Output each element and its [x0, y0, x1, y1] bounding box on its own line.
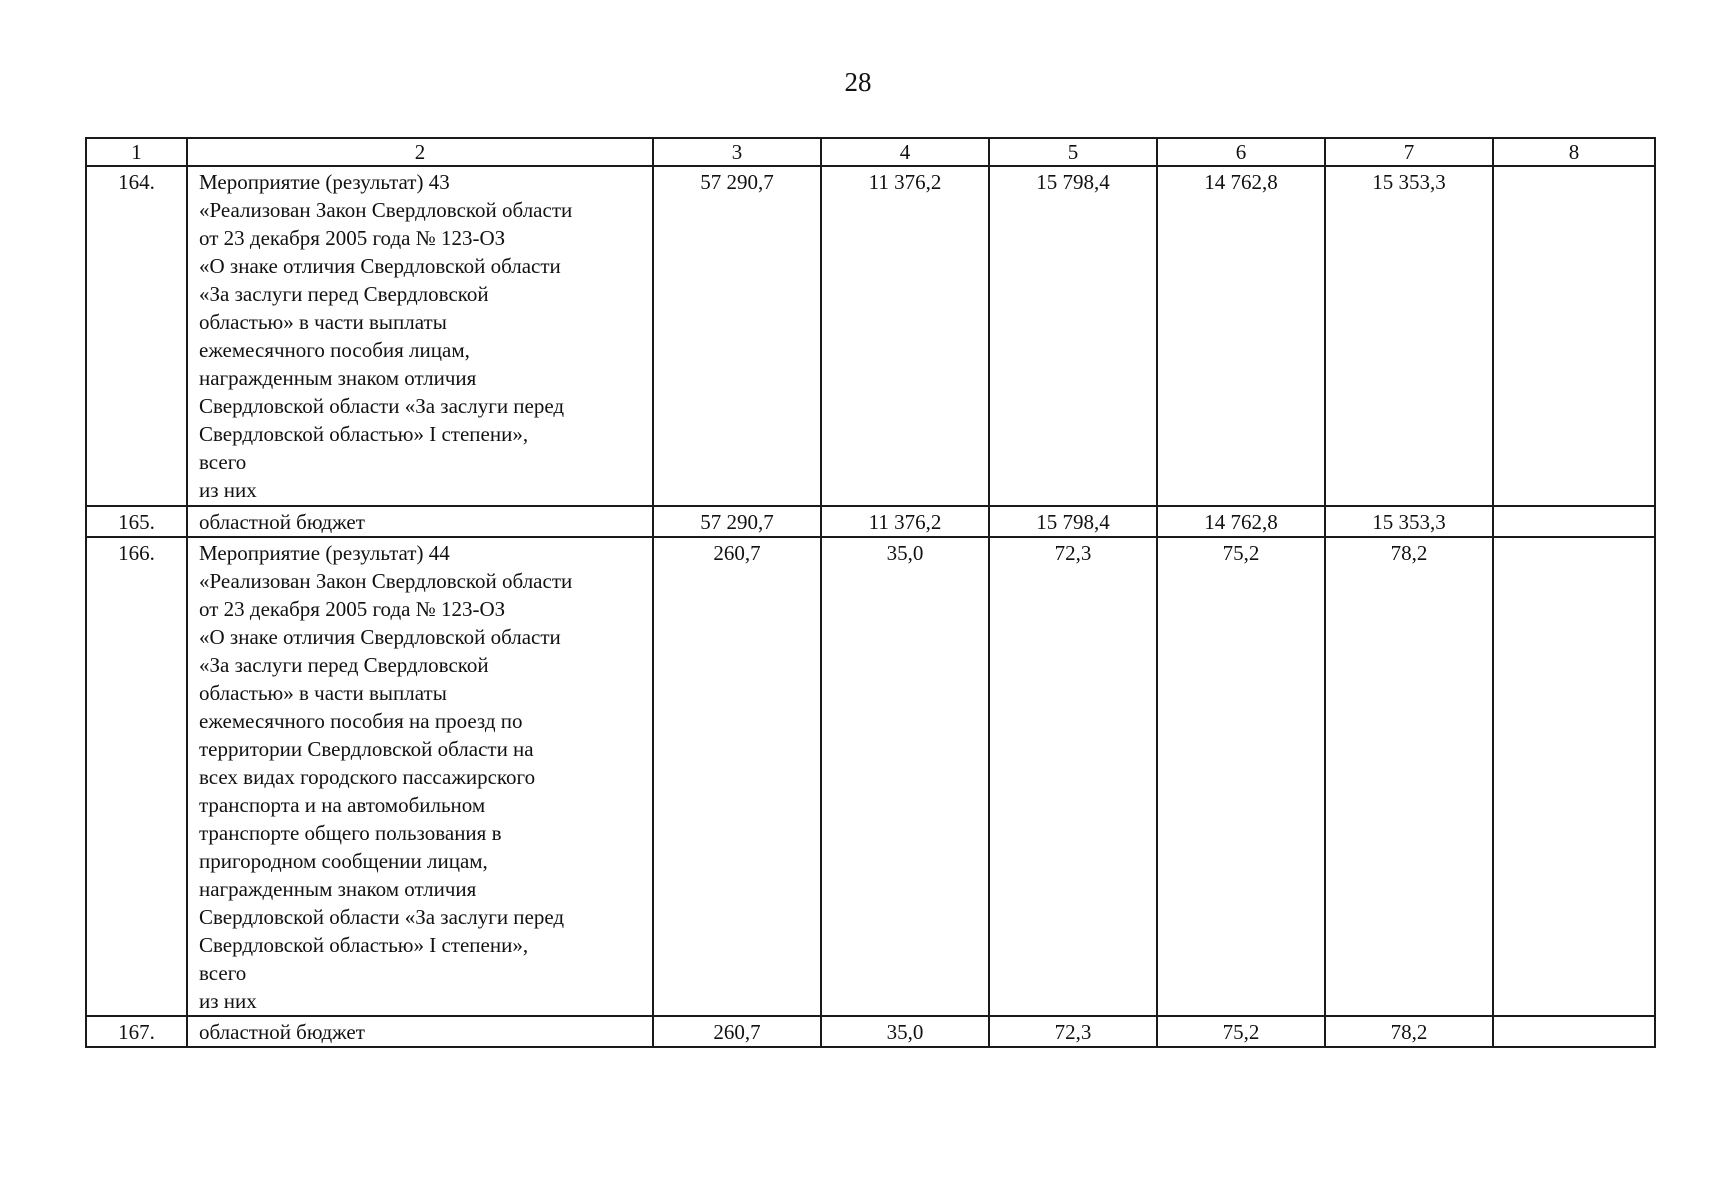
description-line: Мероприятие (результат) 43: [199, 170, 450, 194]
value-cell: 72,3: [989, 1016, 1157, 1047]
description-line: «Реализован Закон Свердловской области: [199, 569, 573, 593]
row-number: 167.: [86, 1016, 187, 1047]
row-description: областной бюджет: [187, 506, 653, 537]
column-header: 3: [653, 138, 821, 166]
value-cell: 35,0: [821, 1016, 989, 1047]
value-cell: 57 290,7: [653, 166, 821, 506]
description-line: транспорте общего пользования в: [199, 821, 502, 845]
column-header: 4: [821, 138, 989, 166]
row-description: областной бюджет: [187, 1016, 653, 1047]
budget-table: [85, 137, 1656, 1048]
description-line: от 23 декабря 2005 года № 123-ОЗ: [199, 597, 506, 621]
row-number: 164.: [86, 166, 187, 506]
value-cell: [1493, 1016, 1655, 1047]
table-row: [86, 506, 1655, 537]
value-cell: [1493, 537, 1655, 1016]
description-line: «Реализован Закон Свердловской области: [199, 198, 573, 222]
value-cell: [1493, 166, 1655, 506]
description-line: «За заслуги перед Свердловской: [199, 653, 489, 677]
value-cell: 35,0: [821, 537, 989, 1016]
description-line: Свердловской области «За заслуги перед: [199, 905, 565, 929]
value-cell: 11 376,2: [821, 166, 989, 506]
column-header: 7: [1325, 138, 1493, 166]
description-line: Свердловской области «За заслуги перед: [199, 394, 565, 418]
description-line: Свердловской областью» I степени»,: [199, 422, 529, 446]
description-line: транспорта и на автомобильном: [199, 793, 486, 817]
row-description: [187, 537, 653, 1016]
row-number: 165.: [86, 506, 187, 537]
column-header: 6: [1157, 138, 1325, 166]
column-number-row: [86, 138, 1655, 166]
description-line: награжденным знаком отличия: [199, 366, 477, 390]
value-cell: [1493, 506, 1655, 537]
column-header: 1: [86, 138, 187, 166]
description-line: ежемесячного пособия лицам,: [199, 338, 470, 362]
value-cell: 78,2: [1325, 537, 1493, 1016]
value-cell: 260,7: [653, 537, 821, 1016]
description-line: Мероприятие (результат) 44: [199, 541, 450, 565]
description-line: всех видах городского пассажирского: [199, 765, 536, 789]
description-line: ежемесячного пособия на проезд по: [199, 709, 523, 733]
row-number: 166.: [86, 537, 187, 1016]
column-header: 5: [989, 138, 1157, 166]
value-cell: 72,3: [989, 537, 1157, 1016]
column-header: 2: [187, 138, 653, 166]
table-row: [86, 537, 1655, 1016]
description-line: «О знаке отличия Свердловской области: [199, 625, 561, 649]
description-line: от 23 декабря 2005 года № 123-ОЗ: [199, 226, 506, 250]
description-line: всего: [199, 961, 247, 985]
row-description: [187, 166, 653, 506]
table-row: [86, 1016, 1655, 1047]
description-line: областью» в части выплаты: [199, 310, 447, 334]
value-cell: 15 798,4: [989, 166, 1157, 506]
value-cell: 78,2: [1325, 1016, 1493, 1047]
value-cell: 14 762,8: [1157, 166, 1325, 506]
value-cell: 11 376,2: [821, 506, 989, 537]
table-row: [86, 166, 1655, 506]
description-line: Свердловской областью» I степени»,: [199, 933, 529, 957]
description-line: из них: [199, 989, 257, 1013]
description-line: областью» в части выплаты: [199, 681, 447, 705]
description-line: награжденным знаком отличия: [199, 877, 477, 901]
value-cell: 75,2: [1157, 537, 1325, 1016]
value-cell: 15 353,3: [1325, 506, 1493, 537]
page-number: 28: [844, 67, 872, 97]
column-header: 8: [1493, 138, 1655, 166]
description-line: всего: [199, 450, 247, 474]
value-cell: 15 353,3: [1325, 166, 1493, 506]
description-line: «За заслуги перед Свердловской: [199, 282, 489, 306]
value-cell: 75,2: [1157, 1016, 1325, 1047]
value-cell: 260,7: [653, 1016, 821, 1047]
description-line: из них: [199, 478, 257, 502]
description-line: пригородном сообщении лицам,: [199, 849, 488, 873]
value-cell: 14 762,8: [1157, 506, 1325, 537]
value-cell: 57 290,7: [653, 506, 821, 537]
description-line: территории Свердловской области на: [199, 737, 534, 761]
description-line: «О знаке отличия Свердловской области: [199, 254, 561, 278]
value-cell: 15 798,4: [989, 506, 1157, 537]
